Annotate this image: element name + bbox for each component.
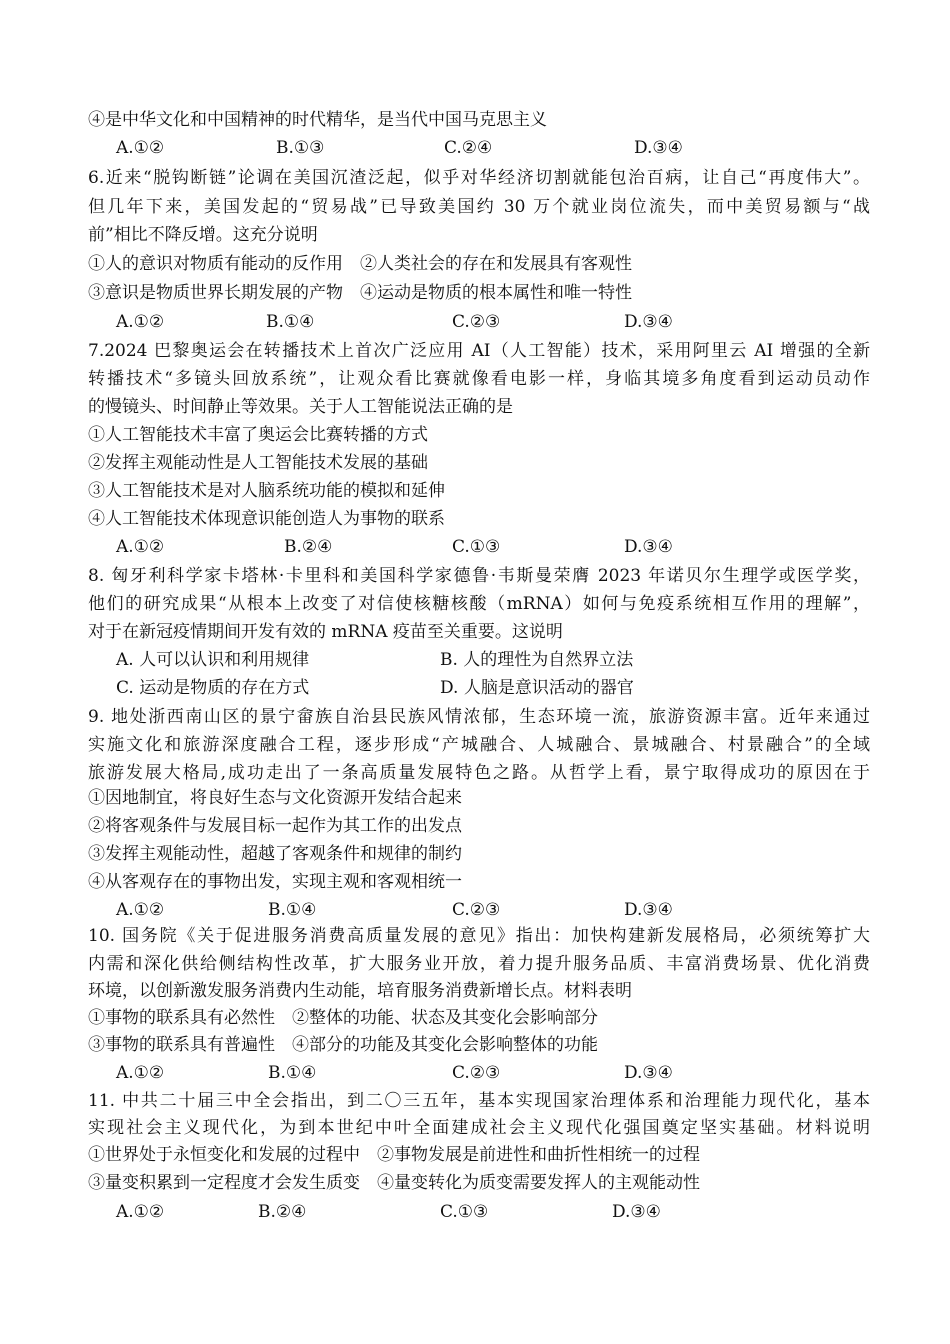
q6-stem-line-3: 前”相比不降反增。这充分说明 (88, 225, 318, 245)
q11-option-a: A.①② (116, 1202, 165, 1222)
q10-stem-line-3: 环境，以创新激发服务消费内生动能，培育服务消费新增长点。材料表明 (88, 981, 632, 1001)
q9-stem-line-1: 9. 地处浙西南山区的景宁畲族自治县民族风情浓郁，生态环境一流，旅游资源丰富。近年来通过 (88, 707, 870, 727)
q11-stem-line-2: 实现社会主义现代化，为到本世纪中叶全面建成社会主义现代化强国奠定坚实基础。材料说明 (88, 1118, 870, 1138)
q6-option-a: A.①② (116, 312, 165, 332)
q10-option-a: A.①② (116, 1063, 165, 1083)
q8-option-b: B. 人的理性为自然界立法 (440, 650, 634, 670)
q6-items-1-2: ①人的意识对物质有能动的反作用 ②人类社会的存在和发展具有客观性 (88, 254, 632, 274)
q8-option-c: C. 运动是物质的存在方式 (116, 678, 310, 698)
q7-option-c: C.①③ (452, 537, 501, 557)
q10-option-c: C.②③ (452, 1063, 501, 1083)
q11-items-1-2: ①世界处于永恒变化和发展的过程中 ②事物发展是前进性和曲折性相统一的过程 (88, 1145, 700, 1165)
q5-option-c: C.②④ (444, 138, 493, 158)
q9-stem-line-2: 实施文化和旅游深度融合工程，逐步形成“产城融合、人城融合、景城融合、村景融合”的全域 (88, 735, 870, 755)
q6-items-3-4: ③意识是物质世界长期发展的产物 ④运动是物质的根本属性和唯一特性 (88, 283, 632, 303)
q10-option-d: D.③④ (624, 1063, 673, 1083)
q11-option-b: B.②④ (258, 1202, 307, 1222)
q10-option-b: B.①④ (268, 1063, 317, 1083)
q11-stem-line-1: 11. 中共二十届三中全会指出，到二〇三五年，基本实现国家治理体系和治理能力现代化，基本 (88, 1091, 870, 1111)
q10-items-1-2: ①事物的联系具有必然性 ②整体的功能、状态及其变化会影响部分 (88, 1008, 598, 1028)
q8-option-a: A. 人可以认识和利用规律 (116, 650, 310, 670)
q9-item-3: ③发挥主观能动性，超越了客观条件和规律的制约 (88, 844, 462, 864)
q6-option-d: D.③④ (624, 312, 673, 332)
q5-option-d: D.③④ (634, 138, 683, 158)
q9-option-d: D.③④ (624, 900, 673, 920)
q7-option-d: D.③④ (624, 537, 673, 557)
q7-stem-line-1: 7.2024 巴黎奥运会在转播技术上首次广泛应用 AI（人工智能）技术，采用阿里云 AI 增强的全新 (88, 341, 870, 361)
q5-item-4: ④是中华文化和中国精神的时代精华，是当代中国马克思主义 (88, 110, 547, 130)
q7-option-a: A.①② (116, 537, 165, 557)
q11-option-c: C.①③ (440, 1202, 489, 1222)
q10-stem-line-2: 内需和深化供给侧结构性改革，扩大服务业开放，着力提升服务品质、丰富消费场景、优化消费 (88, 954, 870, 974)
q7-option-b: B.②④ (284, 537, 333, 557)
q7-stem-line-2: 转播技术“多镜头回放系统”，让观众看比赛就像看电影一样，身临其境多角度看到运动员动作 (88, 369, 870, 389)
q9-option-c: C.②③ (452, 900, 501, 920)
q10-stem-line-1: 10. 国务院《关于促进服务消费高质量发展的意见》指出：加快构建新发展格局，必须统筹扩大 (88, 926, 870, 946)
q9-stem-line-3: 旅游发展大格局,成功走出了一条高质量发展特色之路。从哲学上看，景宁取得成功的原因在于 (88, 763, 870, 783)
q9-item-1: ①因地制宜，将良好生态与文化资源开发结合起来 (88, 788, 462, 808)
q8-stem-line-3: 对于在新冠疫情期间开发有效的 mRNA 疫苗至关重要。这说明 (88, 622, 563, 642)
q7-stem-line-3: 的慢镜头、时间静止等效果。关于人工智能说法正确的是 (88, 397, 513, 417)
q7-item-3: ③人工智能技术是对人脑系统功能的模拟和延伸 (88, 481, 445, 501)
q9-option-b: B.①④ (268, 900, 317, 920)
q5-option-a: A.①② (116, 138, 165, 158)
q7-item-4: ④人工智能技术体现意识能创造人为事物的联系 (88, 509, 445, 529)
q7-item-2: ②发挥主观能动性是人工智能技术发展的基础 (88, 453, 428, 473)
q8-stem-line-2: 他们的研究成果“从根本上改变了对信使核糖核酸（mRNA）如何与免疫系统相互作用的理解”， (88, 594, 870, 614)
q5-option-b: B.①③ (276, 138, 325, 158)
q9-item-2: ②将客观条件与发展目标一起作为其工作的出发点 (88, 816, 462, 836)
q6-stem-line-2: 但几年下来，美国发起的“贸易战”已导致美国约 30 万个就业岗位流失，而中美贸易额与“战 (88, 197, 870, 217)
q8-option-d: D. 人脑是意识活动的器官 (440, 678, 634, 698)
q11-items-3-4: ③量变积累到一定程度才会发生质变 ④量变转化为质变需要发挥人的主观能动性 (88, 1173, 700, 1193)
q6-option-b: B.①④ (266, 312, 315, 332)
q10-items-3-4: ③事物的联系具有普遍性 ④部分的功能及其变化会影响整体的功能 (88, 1035, 598, 1055)
q11-option-d: D.③④ (612, 1202, 661, 1222)
q6-stem-line-1: 6.近来“脱钩断链”论调在美国沉渣泛起，似乎对华经济切割就能包治百病，让自己“再度伟大”。 (88, 168, 870, 188)
q6-option-c: C.②③ (452, 312, 501, 332)
q8-stem-line-1: 8. 匈牙利科学家卡塔林·卡里科和美国科学家德鲁·韦斯曼荣膺 2023 年诺贝尔生理学或医学奖， (88, 566, 870, 586)
q7-item-1: ①人工智能技术丰富了奥运会比赛转播的方式 (88, 425, 428, 445)
q9-item-4: ④从客观存在的事物出发，实现主观和客观相统一 (88, 872, 462, 892)
q9-option-a: A.①② (116, 900, 165, 920)
